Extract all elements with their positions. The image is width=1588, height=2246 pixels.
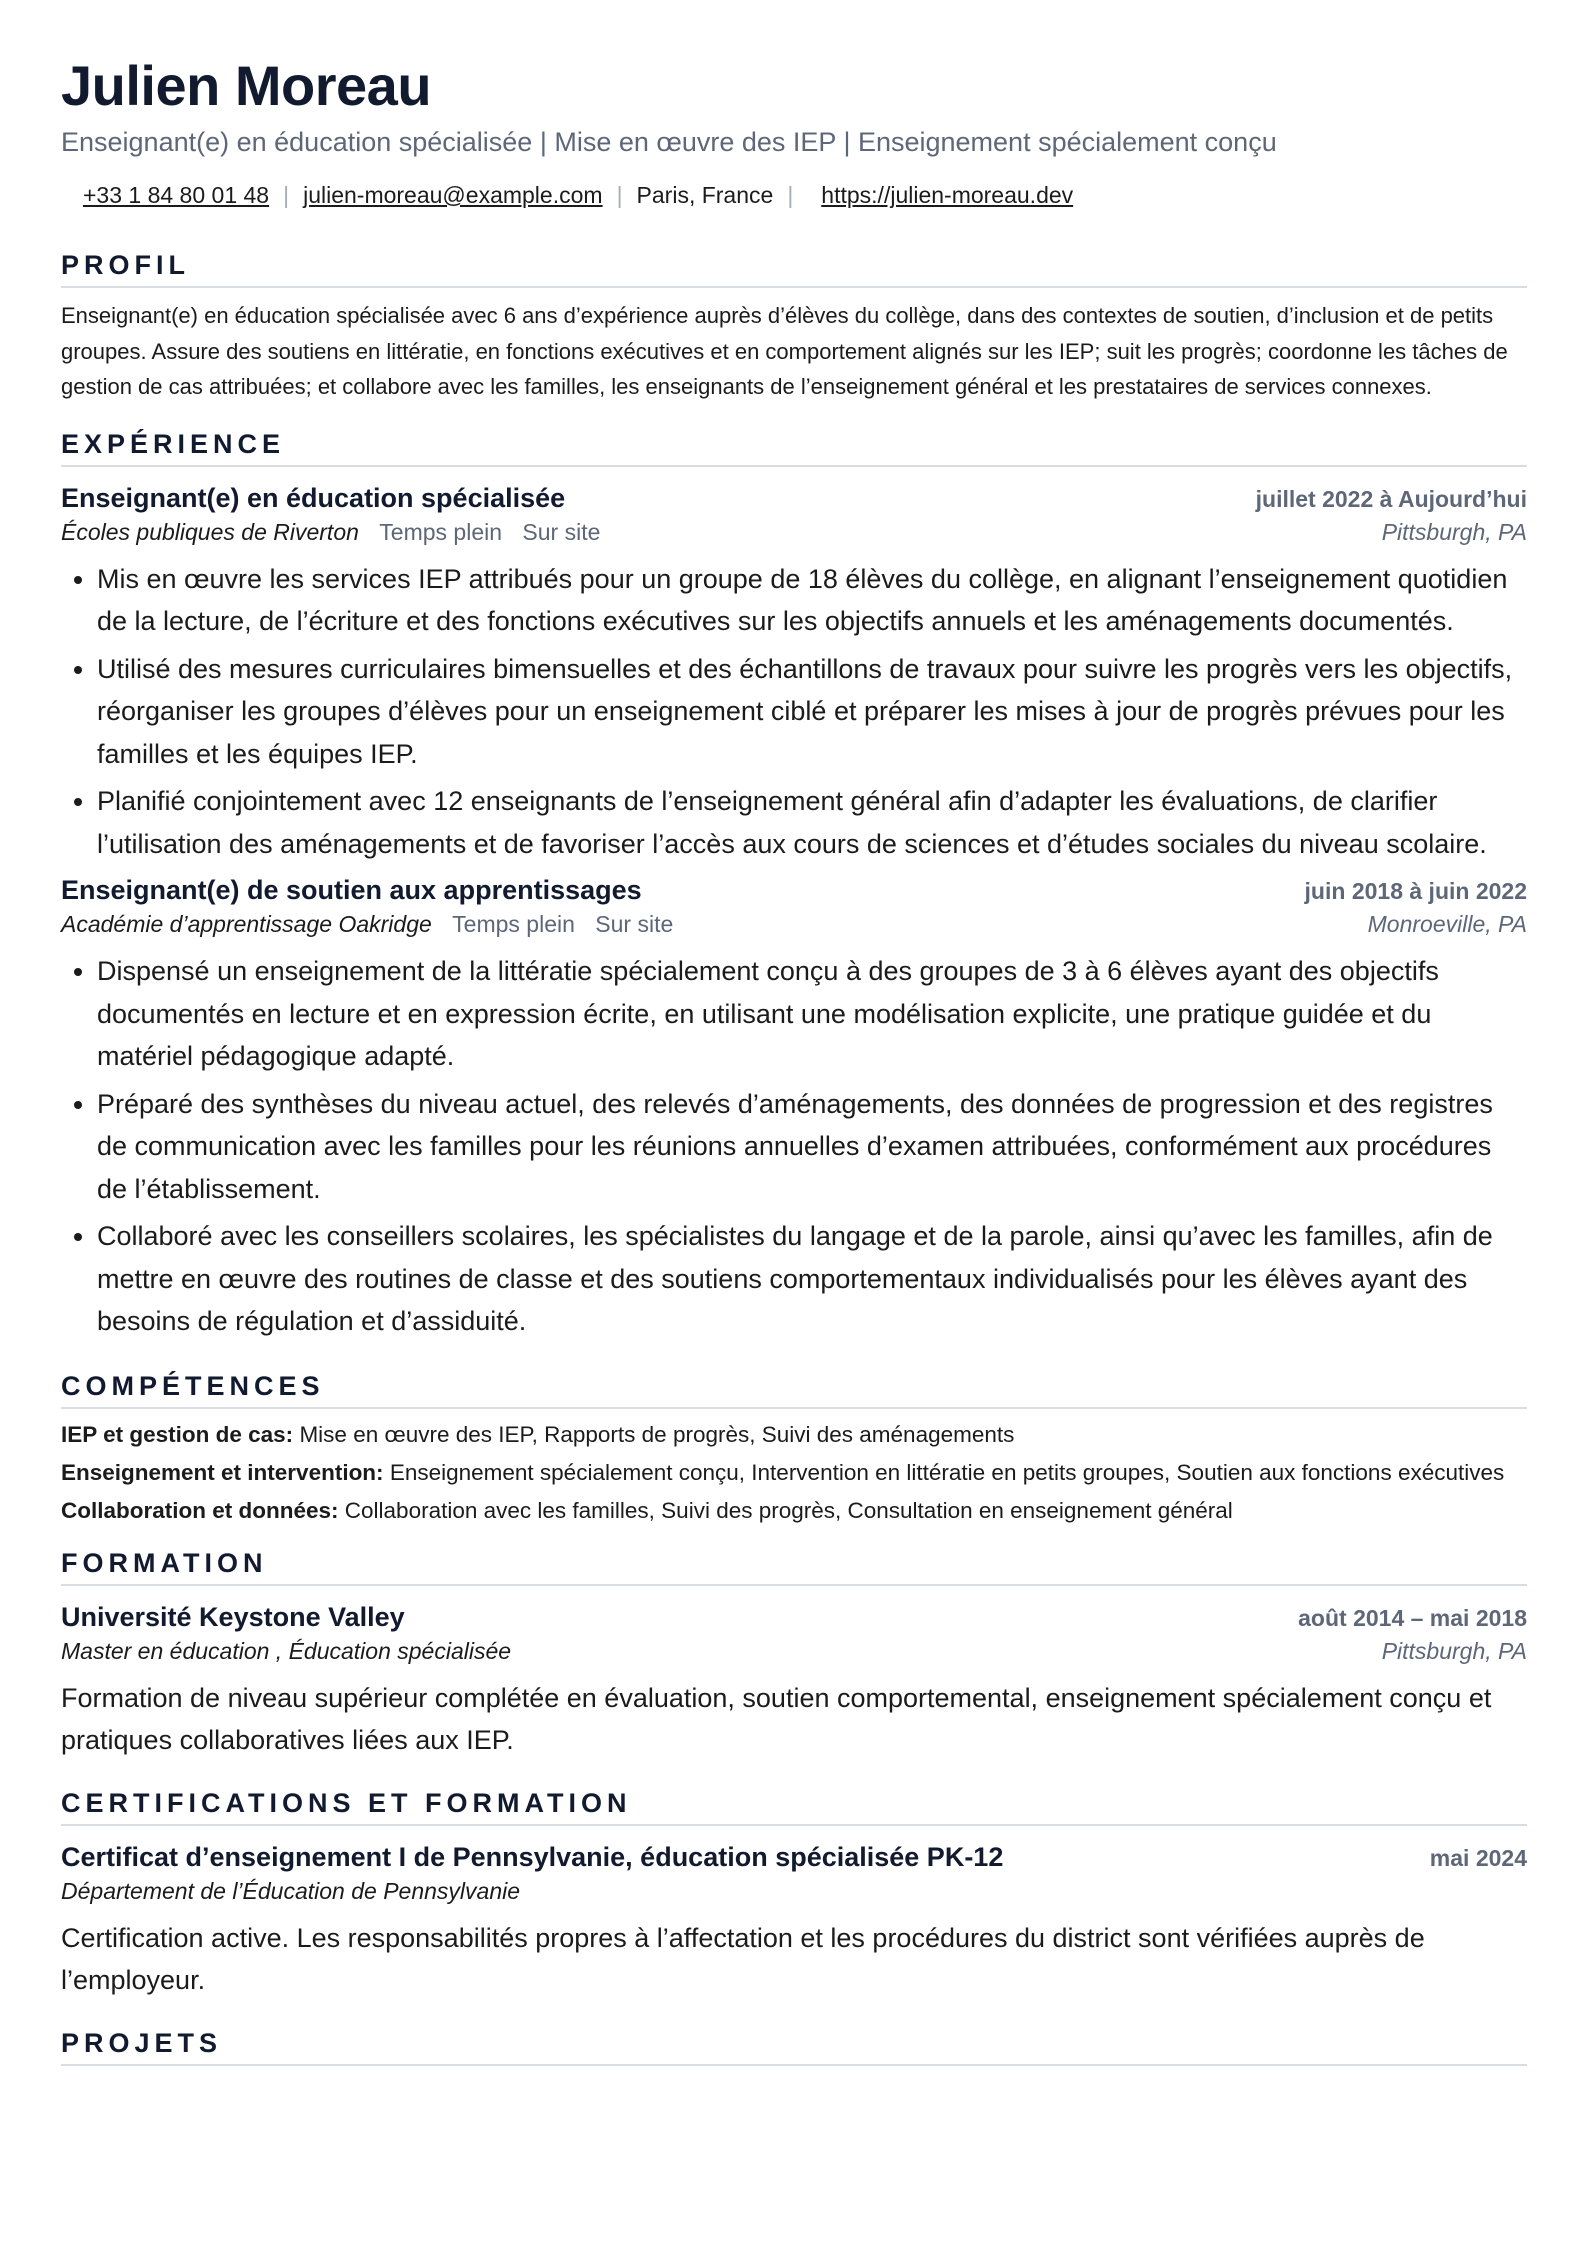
experience-entry bbox=[61, 481, 1527, 866]
bullet-item: • Utilisé des mesures curriculaires bimensuelles et des échantillons de travaux pour suivre les progrès vers les objectifs, réorganiser les groupes d’élèves pour un enseignement ciblé et préparer les mises à jour de progrès prévues pour les familles et les équipes IEP. bbox=[97, 648, 1527, 776]
skill-category: IEP et gestion de cas: bbox=[61, 1421, 294, 1447]
skill-items: Collaboration avec les familles, Suivi des progrès, Consultation en enseignement général bbox=[344, 1497, 1233, 1523]
section-title-profile: PROFIL bbox=[61, 248, 1527, 288]
certification-issuer: Département de l’Éducation de Pennsylvanie bbox=[61, 1877, 521, 1904]
education-description: Formation de niveau supérieur complétée en évaluation, soutien comportemental, enseignement spécialement conçu et pratiques collaboratives liées aux IEP. bbox=[61, 1682, 1492, 1755]
skill-items: Enseignement spécialement conçu, Intervention en littératie en petits groupes, Soutien aux fonctions exécutives bbox=[389, 1459, 1505, 1485]
job-bullets bbox=[61, 950, 1527, 1343]
bullet-item: • Dispensé un enseignement de la littératie spécialement conçu à des groupes de 3 à 6 élèves ayant des objectifs documentés en lecture et en expression écrite, en utilisant une modélisation explicite, une pratique guidée et du matériel pédagogique adapté. bbox=[97, 950, 1527, 1078]
bullet-item: • Mis en œuvre les services IEP attribués pour un groupe de 18 élèves du collège, en alignant l’enseignement quotidien de la lecture, de l’écriture et des fonctions exécutives sur les objectifs annuels et les aménagements documentés. bbox=[97, 558, 1527, 643]
job-location: Monroeville, PA bbox=[1367, 911, 1527, 937]
employment-type: Temps plein bbox=[379, 518, 503, 545]
skill-row bbox=[61, 1459, 1527, 1486]
work-mode: Sur site bbox=[522, 518, 601, 545]
employment-type: Temps plein bbox=[452, 911, 575, 937]
candidate-name: Julien Moreau bbox=[61, 54, 432, 117]
certification-name: Certificat d’enseignement I de Pennsylvanie, éducation spécialisée PK-12 bbox=[61, 1841, 1004, 1872]
section-title-projects: PROJETS bbox=[61, 2026, 1527, 2066]
skill-row bbox=[61, 1421, 1527, 1448]
certification-date: mai 2024 bbox=[1429, 1844, 1527, 1871]
location-text: Paris, France bbox=[636, 182, 774, 208]
job-dates: juin 2018 à juin 2022 bbox=[1304, 878, 1527, 904]
section-title-skills: COMPÉTENCES bbox=[61, 1369, 1527, 1409]
employer-name: Académie d’apprentissage Oakridge bbox=[61, 911, 432, 937]
skill-items: Mise en œuvre des IEP, Rapports de progrès, Suivi des aménagements bbox=[299, 1421, 1015, 1447]
skill-category: Enseignement et intervention: bbox=[61, 1459, 384, 1485]
contact-separator: | bbox=[616, 182, 623, 208]
email-link[interactable]: julien-moreau@example.com bbox=[303, 182, 603, 208]
section-title-experience: EXPÉRIENCE bbox=[61, 427, 1527, 467]
skills-list bbox=[61, 1421, 1527, 1524]
bullet-item: • Collaboré avec les conseillers scolaires, les spécialistes du langage et de la parole, ainsi qu’avec les familles, afin de mettre en œuvre des routines de classe et des soutiens comportementaux individualisés pour les élèves ayant des besoins de régulation et d’assiduité. bbox=[97, 1215, 1527, 1343]
website-link[interactable]: https://julien-moreau.dev bbox=[821, 182, 1074, 208]
education-dates: août 2014 – mai 2018 bbox=[1298, 1604, 1527, 1631]
education-entry bbox=[61, 1600, 1527, 1762]
contact-separator: | bbox=[283, 182, 290, 208]
job-title: Enseignant(e) en éducation spécialisée bbox=[61, 482, 566, 513]
work-mode: Sur site bbox=[595, 911, 674, 937]
job-title: Enseignant(e) de soutien aux apprentissages bbox=[61, 875, 642, 905]
school-name: Université Keystone Valley bbox=[61, 1601, 405, 1632]
certification-description: Certification active. Les responsabilités propres à l’affectation et les procédures du district sont vérifiées auprès de l’employeur. bbox=[61, 1922, 1425, 1995]
contact-separator: | bbox=[787, 182, 794, 208]
job-dates: juillet 2022 à Aujourd’hui bbox=[1255, 485, 1527, 512]
skill-category: Collaboration et données: bbox=[61, 1497, 339, 1523]
contact-bar bbox=[61, 180, 1527, 210]
section-title-education: FORMATION bbox=[61, 1546, 1527, 1586]
employer-name: Écoles publiques de Riverton bbox=[61, 518, 359, 545]
section-title-certifications: CERTIFICATIONS ET FORMATION bbox=[61, 1786, 1527, 1826]
phone-link[interactable]: +33 1 84 80 01 48 bbox=[83, 182, 270, 208]
degree: Master en éducation , Éducation spécialisée bbox=[61, 1637, 512, 1664]
skill-row bbox=[61, 1497, 1527, 1524]
headline: Enseignant(e) en éducation spécialisée | Mise en œuvre des IEP | Enseignement spécialement conçu bbox=[61, 127, 1277, 157]
job-location: Pittsburgh, PA bbox=[1381, 518, 1527, 545]
profile-summary: Enseignant(e) en éducation spécialisée avec 6 ans d’expérience auprès d’élèves du collège, dans des contextes de soutien, d’inclusion et de petits groupes. Assure des soutiens en littératie, en fonctions exécutives et en comportement alignés sur les IEP; suit les progrès; coordonne les tâches de gestion de cas attribuées; et collabore avec les familles, les enseignants de l’enseignement général et les prestataires de services connexes. bbox=[61, 303, 1508, 399]
bullet-item: • Préparé des synthèses du niveau actuel, des relevés d’aménagements, des données de progression et des registres de communication avec les familles pour les réunions annuelles d’examen attribuées, conformément aux procédures de l’établissement. bbox=[97, 1083, 1527, 1211]
job-bullets bbox=[61, 558, 1527, 866]
bullet-item: • Planifié conjointement avec 12 enseignants de l’enseignement général afin d’adapter les évaluations, de clarifier l’utilisation des aménagements et de favoriser l’accès aux cours de sciences et d’études sociales du niveau scolaire. bbox=[97, 780, 1527, 865]
certification-entry bbox=[61, 1840, 1527, 2002]
education-location: Pittsburgh, PA bbox=[1381, 1637, 1527, 1664]
experience-entry bbox=[61, 873, 1527, 1343]
